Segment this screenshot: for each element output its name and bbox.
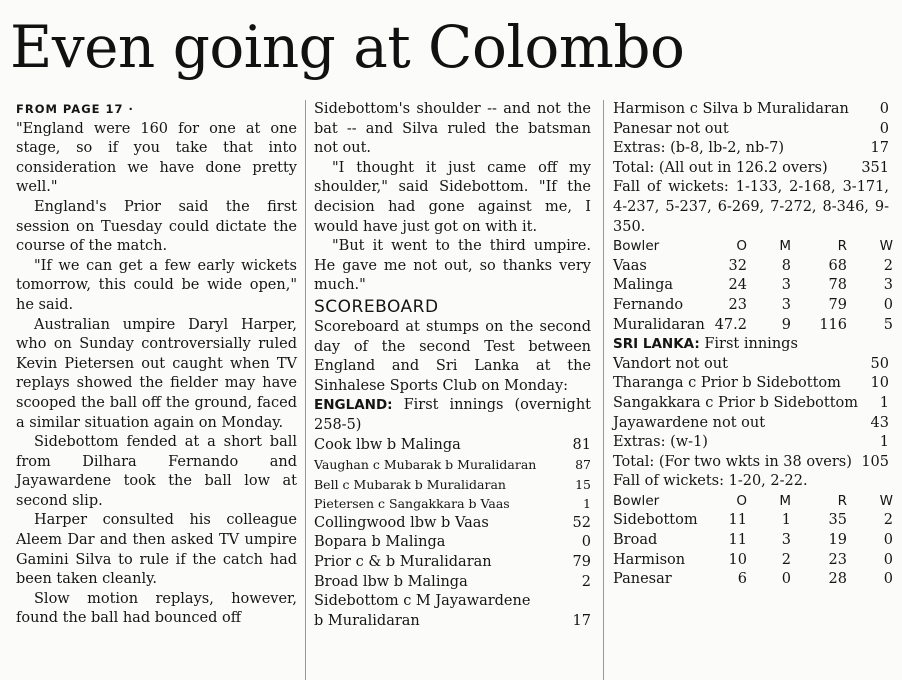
batting-list [613, 100, 889, 178]
bowling-header-cell: O [736, 492, 747, 509]
batsman-dismissal: b Muralidaran [314, 612, 420, 629]
bowling-table [613, 511, 893, 589]
batsman-runs: 17 [870, 140, 889, 157]
column-rule [603, 100, 604, 680]
bowler-name: Muralidaran [613, 316, 705, 333]
bowling-row [613, 276, 893, 296]
batsman-name: Total: (All out in 126.2 overs) [613, 159, 828, 176]
bowling-table [613, 257, 893, 335]
innings-heading [314, 396, 591, 435]
bowler-name: Harmison [613, 551, 686, 568]
bowling-header-cell: M [779, 492, 791, 509]
batsman-runs: 1 [879, 434, 889, 451]
column-rule [305, 100, 306, 680]
batsman-name: Extras: (w-1) [613, 434, 708, 451]
batsman-name: Total: (For two wkts in 38 overs) [613, 453, 852, 470]
batsman-runs: 87 [575, 457, 591, 473]
bowling-figure: 3 [883, 277, 893, 294]
batting-row [613, 100, 889, 120]
scoreboard-heading: SCOREBOARD [314, 296, 439, 317]
bowler-name: Vaas [613, 257, 647, 274]
paragraph: England's Prior said the first session on Tuesday could dictate the course of the match. [16, 198, 297, 255]
batting-row [314, 553, 591, 573]
bowling-header-cell: R [837, 238, 847, 255]
batsman-runs: 1 [583, 496, 591, 512]
bowling-figure: 28 [828, 571, 847, 588]
bowling-row [613, 511, 893, 531]
bowling-figure: 32 [728, 257, 747, 274]
article-column-3 [613, 100, 893, 590]
bowler-name: Panesar [613, 571, 672, 588]
bowling-figure: 3 [781, 296, 791, 313]
batsman-name: Broad lbw b Malinga [314, 573, 468, 590]
batsman-runs: 79 [572, 554, 591, 571]
batting-row [314, 455, 591, 475]
bowling-row [613, 531, 893, 551]
bowling-figure: 5 [883, 316, 893, 333]
batsman-runs: 0 [879, 120, 889, 137]
batting-row [613, 433, 889, 453]
bowling-row [613, 257, 893, 277]
bowling-figure: 23 [828, 551, 847, 568]
bowling-figure: 47.2 [714, 316, 747, 333]
bowling-figure: 79 [828, 296, 847, 313]
bowling-figure: 0 [781, 571, 791, 588]
bowling-figure: 3 [781, 277, 791, 294]
batting-list [314, 436, 591, 593]
batsman-name: Panesar not out [613, 120, 729, 137]
bowling-figure: 2 [883, 257, 893, 274]
bowling-figure: 116 [819, 316, 847, 333]
batsman-name: Pietersen c Sangakkara b Vaas [314, 496, 510, 512]
bowling-header-cell: R [837, 492, 847, 509]
bowling-header-cell: O [736, 238, 747, 255]
bowling-figure: 2 [883, 512, 893, 529]
batting-row [613, 355, 889, 375]
batsman-runs: 0 [581, 534, 591, 551]
bowling-figure: 23 [728, 296, 747, 313]
batsman-name: Harmison c Silva b Muralidaran [613, 101, 849, 117]
bowling-row [613, 316, 893, 336]
batsman-runs: 351 [861, 159, 889, 176]
batting-row [613, 120, 889, 140]
paragraph: "If we can get a few early wickets tomorrow, this could be wide open," he said. [16, 257, 297, 313]
batsman-runs: 10 [870, 375, 889, 392]
paragraph: "I thought it just came off my shoulder," said Sidebottom. "If the decision had gone against me, I would have just got on with it. [314, 159, 591, 235]
paragraph: "But it went to the third umpire. He gave me not out, so thanks very much." [314, 238, 591, 294]
batsman-runs: 1 [879, 394, 889, 411]
batting-list [613, 355, 889, 473]
batsman-name: Prior c & b Muralidaran [314, 554, 492, 571]
bowling-figure: 1 [781, 512, 791, 529]
batsman-name: Sangakkara c Prior b Sidebottom [613, 394, 859, 411]
batsman-name: Collingwood lbw b Vaas [314, 514, 489, 531]
fall-of-wickets: Fall of wickets: 1-133, 2-168, 3-171, 4-237, 5-237, 6-269, 7-272, 8-346, 9-350. [613, 179, 889, 235]
paragraph: Australian umpire Daryl Harper, who on Sunday controversially ruled Kevin Pietersen out caught when TV replays showed the fielder may have scooped the ball off the ground, faced a similar situation again on Monday. [16, 316, 297, 431]
innings-detail: First innings (overnight 258-5) [314, 397, 591, 433]
batsman-name: Bopara b Malinga [314, 534, 446, 551]
bowling-figure: 11 [728, 532, 747, 549]
batsman-runs: 52 [572, 514, 591, 531]
batsman-runs: 17 [572, 612, 591, 629]
continued-from-label: FROM PAGE 17 · [16, 102, 134, 116]
bowling-header-cell: W [879, 492, 893, 509]
bowling-header-cell: W [879, 238, 893, 255]
bowling-header [613, 492, 893, 512]
bowling-figure: 10 [728, 551, 747, 568]
batting-row [613, 139, 889, 159]
bowling-figure: 6 [737, 571, 747, 588]
batsman-name: Sidebottom c M Jayawardene [314, 593, 531, 610]
fall-of-wickets: Fall of wickets: 1-20, 2-22. [613, 473, 808, 490]
team-name: SRI LANKA: [613, 336, 700, 353]
bowler-name: Malinga [613, 277, 674, 294]
paragraph: "England were 160 for one at one stage, so if you take that into consideration we have done pretty well." [16, 120, 297, 196]
batting-row [314, 533, 591, 553]
batting-row [314, 592, 591, 631]
batsman-runs: 0 [879, 101, 889, 117]
batting-row [613, 453, 889, 473]
batting-row [314, 514, 591, 534]
batting-row [613, 394, 889, 414]
bowling-figure: 0 [883, 532, 893, 549]
innings-detail: First innings [704, 336, 798, 353]
batsman-name: Bell c Mubarak b Muralidaran [314, 476, 506, 492]
bowling-row [613, 551, 893, 571]
headline: Even going at Colombo [10, 13, 685, 81]
bowling-figure: 0 [883, 571, 893, 588]
bowling-row [613, 570, 893, 590]
scoreboard-intro: Scoreboard at stumps on the second day of the second Test between England and Sri Lanka at the Sinhalese Sports Club on Monday: [314, 318, 591, 394]
bowler-name: Fernando [613, 296, 684, 313]
bowling-row [613, 296, 893, 316]
bowling-figure: 35 [828, 512, 847, 529]
bowling-header [613, 237, 893, 257]
bowling-figure: 78 [828, 277, 847, 294]
bowling-figure: 24 [728, 277, 747, 294]
batsman-name: Extras: (b-8, lb-2, nb-7) [613, 140, 785, 157]
batsman-runs: 2 [581, 573, 591, 590]
paragraph: Slow motion replays, however, found the ball had bounced off [16, 590, 297, 627]
batting-row [314, 494, 591, 514]
batsman-name: Cook lbw b Malinga [314, 436, 461, 453]
bowler-name: Sidebottom [613, 512, 698, 529]
batting-row [314, 436, 591, 456]
bowling-figure: 11 [728, 512, 747, 529]
bowler-name: Broad [613, 532, 658, 549]
article-column-2 [314, 100, 591, 631]
batsman-runs: 81 [572, 436, 591, 453]
batting-row [613, 414, 889, 434]
batsman-runs: 43 [870, 414, 889, 431]
bowling-figure: 9 [781, 316, 791, 333]
bowling-header-cell: M [779, 238, 791, 255]
batsman-name: Vandort not out [613, 355, 728, 372]
batting-row [613, 374, 889, 394]
bowling-figure: 2 [781, 551, 791, 568]
batsman-name: Jayawardene not out [613, 414, 766, 431]
innings-heading [613, 335, 889, 355]
paragraph: Harper consulted his colleague Aleem Dar and then asked TV umpire Gamini Silva to rule if the catch had been taken cleanly. [16, 512, 297, 588]
batsman-runs: 15 [575, 476, 591, 492]
batting-row [314, 573, 591, 593]
paragraph: Sidebottom's shoulder -- and not the bat -- and Silva ruled the batsman not out. [314, 101, 591, 157]
batting-row [613, 159, 889, 179]
team-name: ENGLAND: [314, 397, 393, 414]
batting-row [314, 475, 591, 495]
bowling-figure: 0 [883, 551, 893, 568]
bowling-figure: 68 [828, 257, 847, 274]
article-column-1 [16, 100, 297, 629]
bowling-figure: 19 [828, 532, 847, 549]
batsman-runs: 105 [861, 453, 889, 470]
bowling-figure: 0 [883, 296, 893, 313]
batsman-runs: 50 [870, 355, 889, 372]
bowling-header-cell: Bowler [613, 492, 660, 509]
batsman-name: Tharanga c Prior b Sidebottom [613, 375, 841, 392]
paragraph: Sidebottom fended at a short ball from Dilhara Fernando and Jayawardene took the ball low at second slip. [16, 434, 297, 509]
batsman-name: Vaughan c Mubarak b Muralidaran [314, 457, 537, 473]
bowling-figure: 3 [781, 532, 791, 549]
bowling-header-cell: Bowler [613, 238, 660, 255]
bowling-figure: 8 [781, 257, 791, 274]
